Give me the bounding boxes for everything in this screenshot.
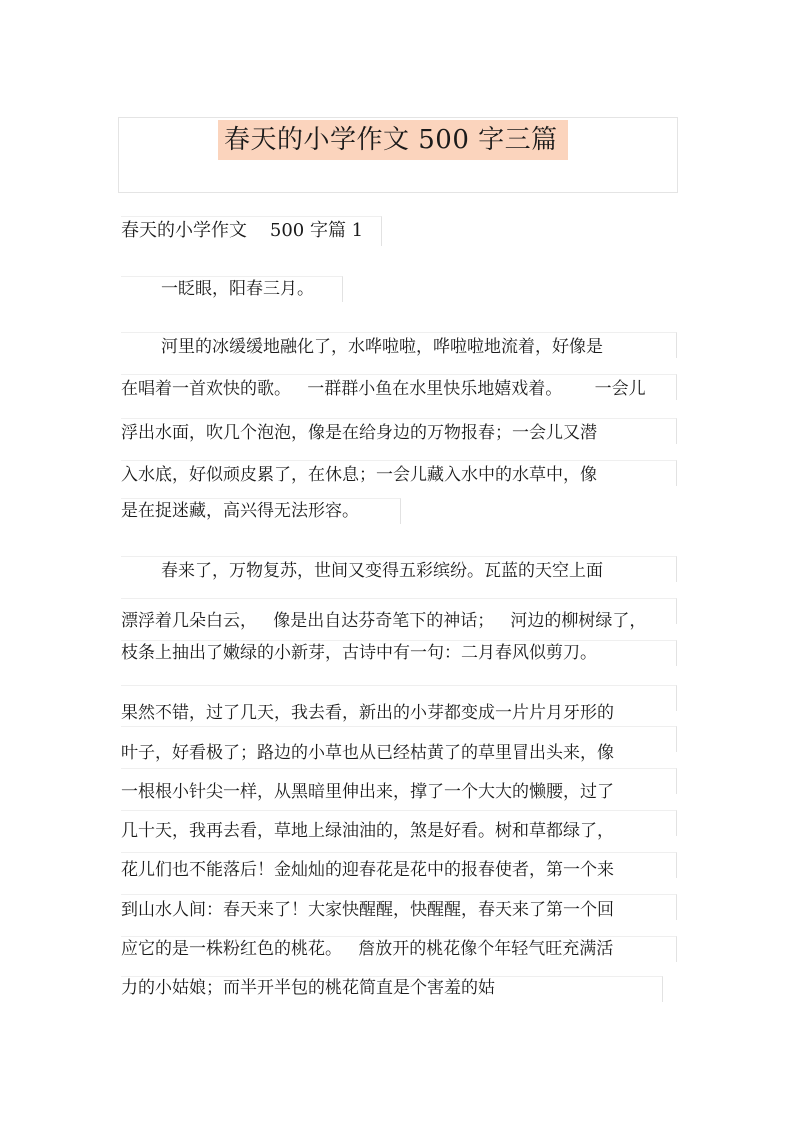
paragraph-line: 漂浮着几朵白云， 像是出自达芬奇笔下的神话； 河边的柳树绿了， (121, 611, 647, 631)
paragraph-line: 一眨眼，阳春三月。 (161, 279, 314, 299)
paragraph-line: 河里的冰缓缓地融化了，水哗啦啦，哗啦啦地流着，好像是 (161, 337, 603, 357)
paragraph-line: 几十天，我再去看，草地上绿油油的，煞是好看。树和草都绿了， (121, 821, 614, 841)
paragraph-line: 应它的是一株粉红色的桃花。 詹放开的桃花像个年轻气旺充满活 (121, 939, 614, 959)
paragraph-line: 到山水人间：春天来了！大家快醒醒，快醒醒，春天来了第一个回 (121, 900, 614, 920)
paragraph-line: 春来了，万物复苏，世间又变得五彩缤纷。瓦蓝的天空上面 (161, 561, 603, 581)
paragraph-line: 果然不错，过了几天，我去看，新出的小芽都变成一片片月牙形的 (121, 703, 614, 723)
paragraph-line: 是在捉迷藏，高兴得无法形容。 (121, 501, 359, 521)
document-title: 春天的小学作文 500 字三篇 (218, 120, 568, 160)
paragraph-line: 入水底，好似顽皮累了，在休息；一会儿藏入水中的水草中，像 (121, 465, 597, 485)
paragraph-line: 力的小姑娘；而半开半包的桃花简直是个害羞的姑 (121, 978, 495, 998)
paragraph-line: 花儿们也不能落后！金灿灿的迎春花是花中的报春使者，第一个来 (121, 860, 614, 880)
paragraph-line: 一根根小针尖一样，从黑暗里伸出来，撑了一个大大的懒腰，过了 (121, 782, 614, 802)
paragraph-line: 浮出水面，吹几个泡泡，像是在给身边的万物报春；一会儿又潜 (121, 423, 597, 443)
paragraph-line: 枝条上抽出了嫩绿的小新芽，古诗中有一句：二月春风似剪刀。 (121, 643, 597, 663)
paragraph-line: 叶子，好看极了；路边的小草也从已经枯黄了的草里冒出头来，像 (121, 743, 614, 763)
paragraph-line: 在唱着一首欢快的歌。 一群群小鱼在水里快乐地嬉戏着。 一会儿 (121, 379, 646, 399)
section-heading: 春天的小学作文 500 字篇 1 (121, 220, 364, 241)
